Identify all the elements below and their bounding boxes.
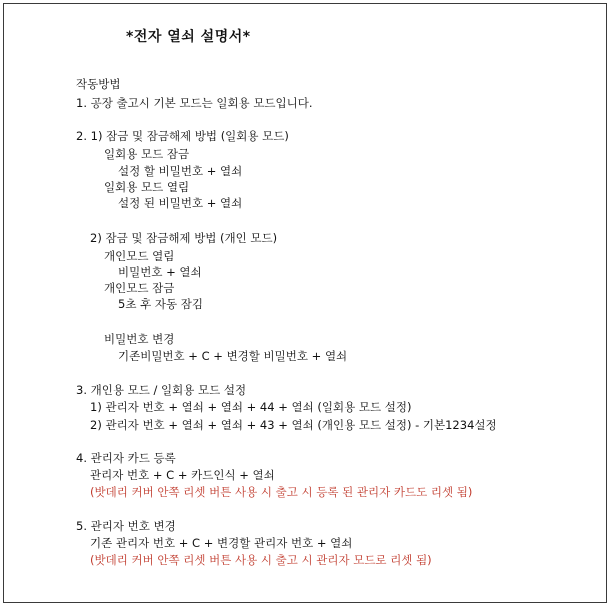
item-2-1-heading: 2. 1) 잠금 및 잠금해제 방법 (일회용 모드) — [76, 129, 289, 143]
item-2-2-open-instruction: 비밀번호 + 열쇠 — [118, 265, 202, 279]
password-change-instruction: 기존비밀번호 + C + 변경할 비밀번호 + 열쇠 — [118, 349, 348, 363]
item-3-option-2: 2) 관리자 번호 + 열쇠 + 열쇠 + 43 + 열쇠 (개인용 모드 설정) - 기본1234설정 — [90, 418, 497, 432]
document-frame — [3, 3, 607, 603]
item-5-instruction: 기존 관리자 번호 + C + 변경할 관리자 번호 + 열쇠 — [90, 536, 353, 550]
item-3-option-1: 1) 관리자 번호 + 열쇠 + 열쇠 + 44 + 열쇠 (일회용 모드 설정) — [90, 400, 412, 414]
item-5-warning: (밧데리 커버 안쪽 리셋 버튼 사용 시 출고 시 관리자 모드로 리셋 됨) — [90, 553, 432, 567]
item-2-2-heading: 2) 잠금 및 잠금해제 방법 (개인 모드) — [90, 231, 278, 245]
item-4-warning: (밧데리 커버 안쪽 리셋 버튼 사용 시 출고 시 등록 된 관리자 카드도 리셋 됨) — [90, 485, 473, 499]
section-heading: 작동방법 — [76, 77, 121, 91]
item-2-2-subheading-open: 개인모드 열림 — [104, 249, 175, 263]
item-2-1-subheading-lock: 일회용 모드 잠금 — [104, 147, 190, 161]
item-4-heading: 4. 관리자 카드 등록 — [76, 451, 176, 465]
item-2-1-open-instruction: 설정 된 비밀번호 + 열쇠 — [118, 196, 243, 210]
password-change-heading: 비밀번호 변경 — [104, 332, 175, 346]
item-3-heading: 3. 개인용 모드 / 일회용 모드 설정 — [76, 383, 247, 397]
item-2-2-lock-instruction: 5초 후 자동 잠김 — [118, 297, 203, 311]
item-2-1-subheading-open: 일회용 모드 열림 — [104, 180, 190, 194]
item-1: 1. 공장 출고시 기본 모드는 일회용 모드입니다. — [76, 96, 313, 110]
item-2-1-lock-instruction: 설정 할 비밀번호 + 열쇠 — [118, 164, 243, 178]
item-4-instruction: 관리자 번호 + C + 카드인식 + 열쇠 — [90, 468, 275, 482]
document-title: *전자 열쇠 설명서* — [126, 29, 251, 45]
item-5-heading: 5. 관리자 번호 변경 — [76, 519, 176, 533]
item-2-2-subheading-lock: 개인모드 잠금 — [104, 281, 175, 295]
